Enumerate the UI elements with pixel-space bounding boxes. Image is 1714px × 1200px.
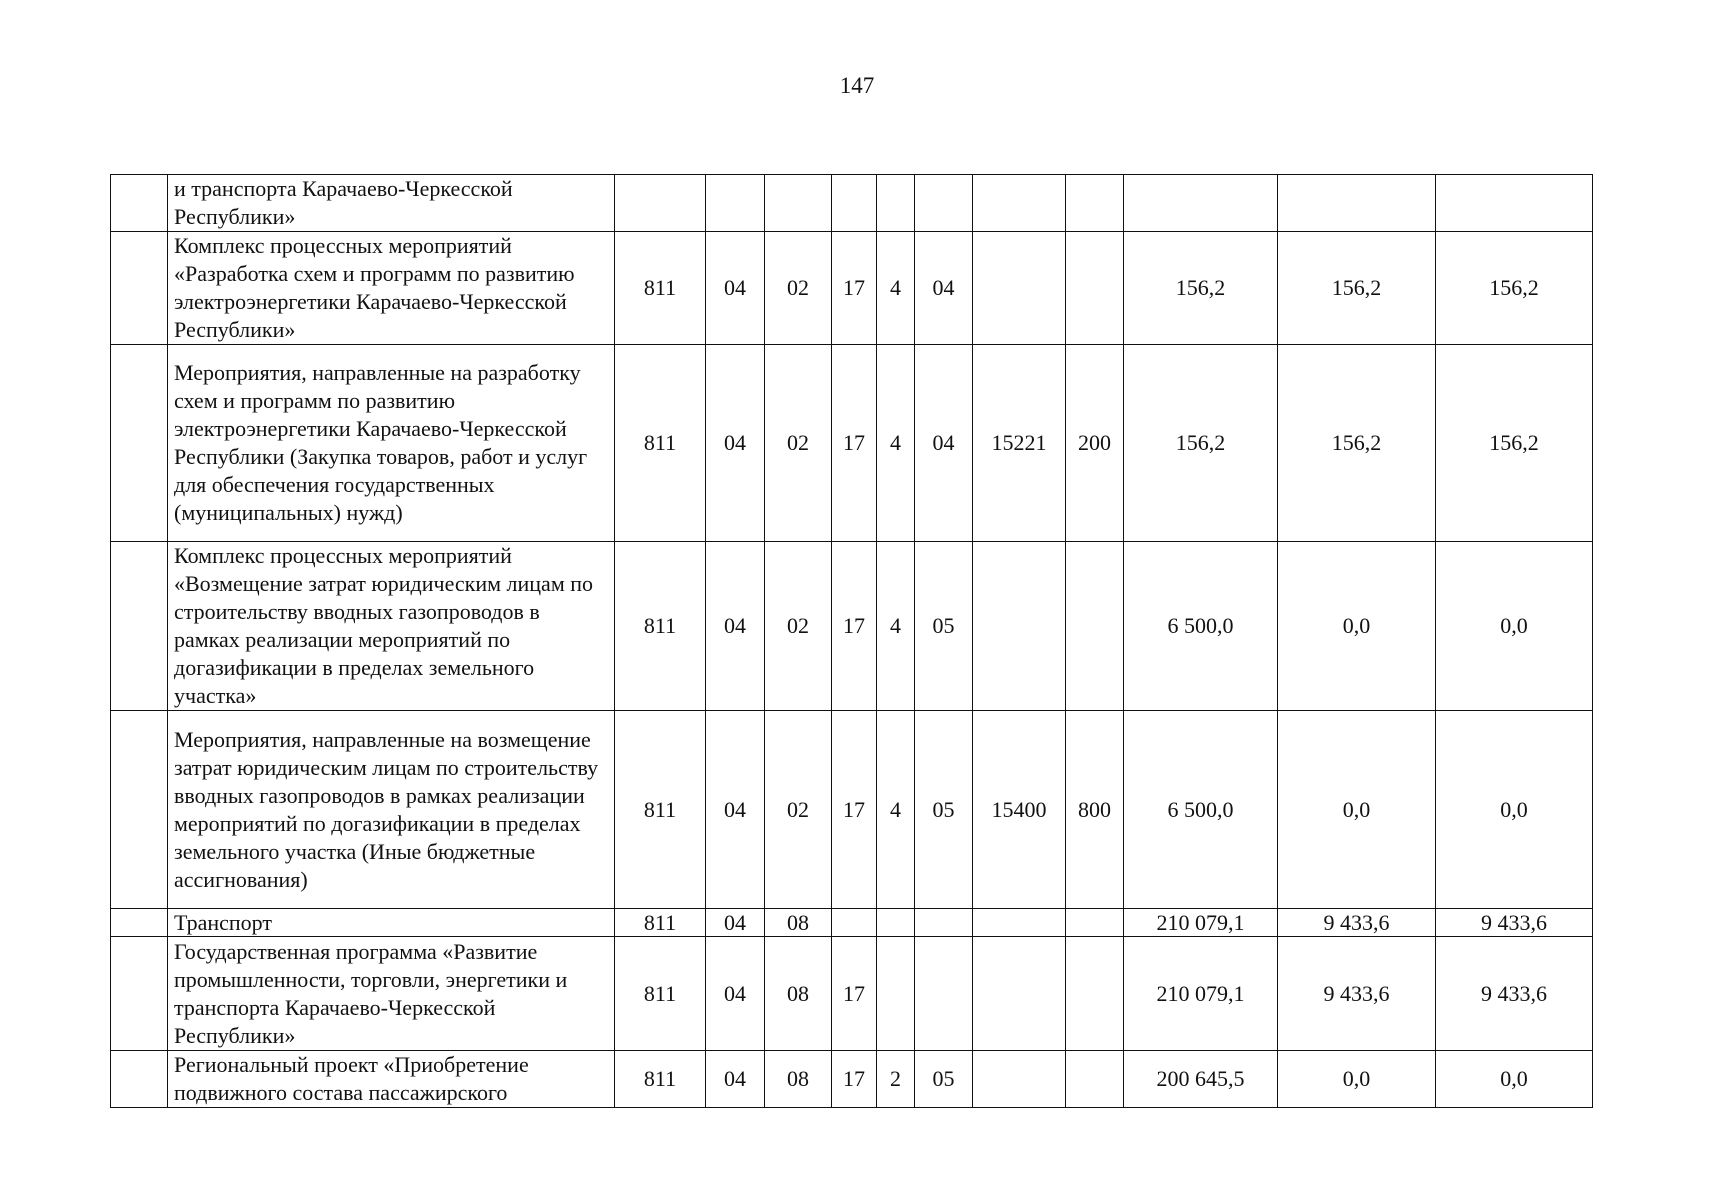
row-subprogram-code: 4 [877, 711, 915, 909]
row-section-code [706, 175, 765, 232]
row-subsection-code: 02 [765, 542, 832, 711]
row-subsection-code [765, 175, 832, 232]
row-amount-year-2: 156,2 [1278, 232, 1436, 345]
table-row [111, 937, 1593, 1051]
row-amount-year-1: 210 079,1 [1124, 909, 1278, 937]
row-amount-year-2: 0,0 [1278, 1051, 1436, 1108]
row-subprogram-code [877, 175, 915, 232]
row-name: Мероприятия, направленные на разработку схем и программ по развитию электроэнергетики Карачаево-Черкесской Республики (Закупка товаров, работ и услуг для обеспечения государственных (муниципальных) нужд) [168, 345, 615, 542]
row-program-code [832, 909, 877, 937]
row-program-code [832, 175, 877, 232]
row-name: Государственная программа «Развитие промышленности, торговли, энергетики и транспорта Карачаево-Черкесской Республики» [168, 937, 615, 1051]
row-subsection-code: 08 [765, 1051, 832, 1108]
row-program-code: 17 [832, 345, 877, 542]
row-program-code: 17 [832, 711, 877, 909]
row-direction-code: 15400 [973, 711, 1066, 909]
row-subprogram-code: 4 [877, 542, 915, 711]
row-direction-code [973, 232, 1066, 345]
row-expense-type-code [1066, 542, 1124, 711]
row-direction-code [973, 909, 1066, 937]
row-admin-code: 811 [615, 909, 706, 937]
row-amount-year-1 [1124, 175, 1278, 232]
row-admin-code: 811 [615, 345, 706, 542]
row-index-cell [111, 232, 168, 345]
row-amount-year-1: 200 645,5 [1124, 1051, 1278, 1108]
table-row [111, 909, 1593, 937]
table-row [111, 345, 1593, 542]
row-amount-year-2: 0,0 [1278, 711, 1436, 909]
table-row [111, 711, 1593, 909]
row-amount-year-1: 6 500,0 [1124, 542, 1278, 711]
row-program-code: 17 [832, 937, 877, 1051]
row-direction-code [973, 542, 1066, 711]
row-index-cell [111, 542, 168, 711]
row-project-code [915, 937, 973, 1051]
row-admin-code: 811 [615, 711, 706, 909]
row-subprogram-code [877, 909, 915, 937]
row-section-code: 04 [706, 542, 765, 711]
row-expense-type-code: 800 [1066, 711, 1124, 909]
row-amount-year-3: 9 433,6 [1436, 909, 1593, 937]
row-expense-type-code: 200 [1066, 345, 1124, 542]
row-project-code: 05 [915, 711, 973, 909]
row-admin-code: 811 [615, 232, 706, 345]
row-admin-code: 811 [615, 937, 706, 1051]
row-program-code: 17 [832, 1051, 877, 1108]
row-expense-type-code [1066, 232, 1124, 345]
row-index-cell [111, 909, 168, 937]
row-admin-code [615, 175, 706, 232]
row-index-cell [111, 711, 168, 909]
row-index-cell [111, 937, 168, 1051]
row-section-code: 04 [706, 909, 765, 937]
page-number: 147 [839, 73, 875, 98]
row-amount-year-2: 156,2 [1278, 345, 1436, 542]
row-expense-type-code [1066, 909, 1124, 937]
row-amount-year-2: 9 433,6 [1278, 937, 1436, 1051]
row-subprogram-code [877, 937, 915, 1051]
row-section-code: 04 [706, 1051, 765, 1108]
row-program-code: 17 [832, 232, 877, 345]
row-amount-year-3: 9 433,6 [1436, 937, 1593, 1051]
row-amount-year-1: 156,2 [1124, 232, 1278, 345]
row-subsection-code: 08 [765, 937, 832, 1051]
table-row [111, 542, 1593, 711]
row-name: Мероприятия, направленные на возмещение затрат юридическим лицам по строительству вводных газопроводов в рамках реализации мероприятий по догазификации в пределах земельного участка (Иные бюджетные ассигнования) [168, 711, 615, 909]
row-amount-year-3: 0,0 [1436, 1051, 1593, 1108]
row-project-code [915, 175, 973, 232]
row-direction-code: 15221 [973, 345, 1066, 542]
row-subsection-code: 02 [765, 345, 832, 542]
row-expense-type-code [1066, 1051, 1124, 1108]
row-amount-year-3: 0,0 [1436, 711, 1593, 909]
row-amount-year-3: 156,2 [1436, 345, 1593, 542]
row-name: Комплекс процессных мероприятий «Разработка схем и программ по развитию электроэнергетики Карачаево-Черкесской Республики» [168, 232, 615, 345]
row-direction-code [973, 175, 1066, 232]
row-section-code: 04 [706, 937, 765, 1051]
table-row [111, 1051, 1593, 1108]
row-subsection-code: 08 [765, 909, 832, 937]
row-subprogram-code: 2 [877, 1051, 915, 1108]
table-row [111, 232, 1593, 345]
row-project-code: 04 [915, 232, 973, 345]
row-expense-type-code [1066, 937, 1124, 1051]
row-section-code: 04 [706, 345, 765, 542]
row-program-code: 17 [832, 542, 877, 711]
row-amount-year-1: 156,2 [1124, 345, 1278, 542]
row-index-cell [111, 175, 168, 232]
row-amount-year-2: 0,0 [1278, 542, 1436, 711]
row-section-code: 04 [706, 711, 765, 909]
row-amount-year-3: 156,2 [1436, 232, 1593, 345]
row-name: и транспорта Карачаево-Черкесской Республики» [168, 175, 615, 232]
row-index-cell [111, 1051, 168, 1108]
row-name: Транспорт [168, 909, 615, 937]
row-amount-year-1: 210 079,1 [1124, 937, 1278, 1051]
row-subprogram-code: 4 [877, 232, 915, 345]
row-project-code: 05 [915, 542, 973, 711]
row-name: Комплекс процессных мероприятий «Возмещение затрат юридическим лицам по строительству вводных газопроводов в рамках реализации мероприятий по догазификации в пределах земельного участка» [168, 542, 615, 711]
row-project-code [915, 909, 973, 937]
row-amount-year-3 [1436, 175, 1593, 232]
row-project-code: 04 [915, 345, 973, 542]
row-amount-year-1: 6 500,0 [1124, 711, 1278, 909]
row-admin-code: 811 [615, 1051, 706, 1108]
row-index-cell [111, 345, 168, 542]
budget-table [110, 174, 1593, 1108]
row-amount-year-2 [1278, 175, 1436, 232]
row-direction-code [973, 1051, 1066, 1108]
row-section-code: 04 [706, 232, 765, 345]
row-expense-type-code [1066, 175, 1124, 232]
table-row [111, 175, 1593, 232]
row-subsection-code: 02 [765, 232, 832, 345]
row-amount-year-2: 9 433,6 [1278, 909, 1436, 937]
row-subsection-code: 02 [765, 711, 832, 909]
row-subprogram-code: 4 [877, 345, 915, 542]
row-project-code: 05 [915, 1051, 973, 1108]
row-admin-code: 811 [615, 542, 706, 711]
row-amount-year-3: 0,0 [1436, 542, 1593, 711]
row-direction-code [973, 937, 1066, 1051]
row-name: Региональный проект «Приобретение подвижного состава пассажирского [168, 1051, 615, 1108]
